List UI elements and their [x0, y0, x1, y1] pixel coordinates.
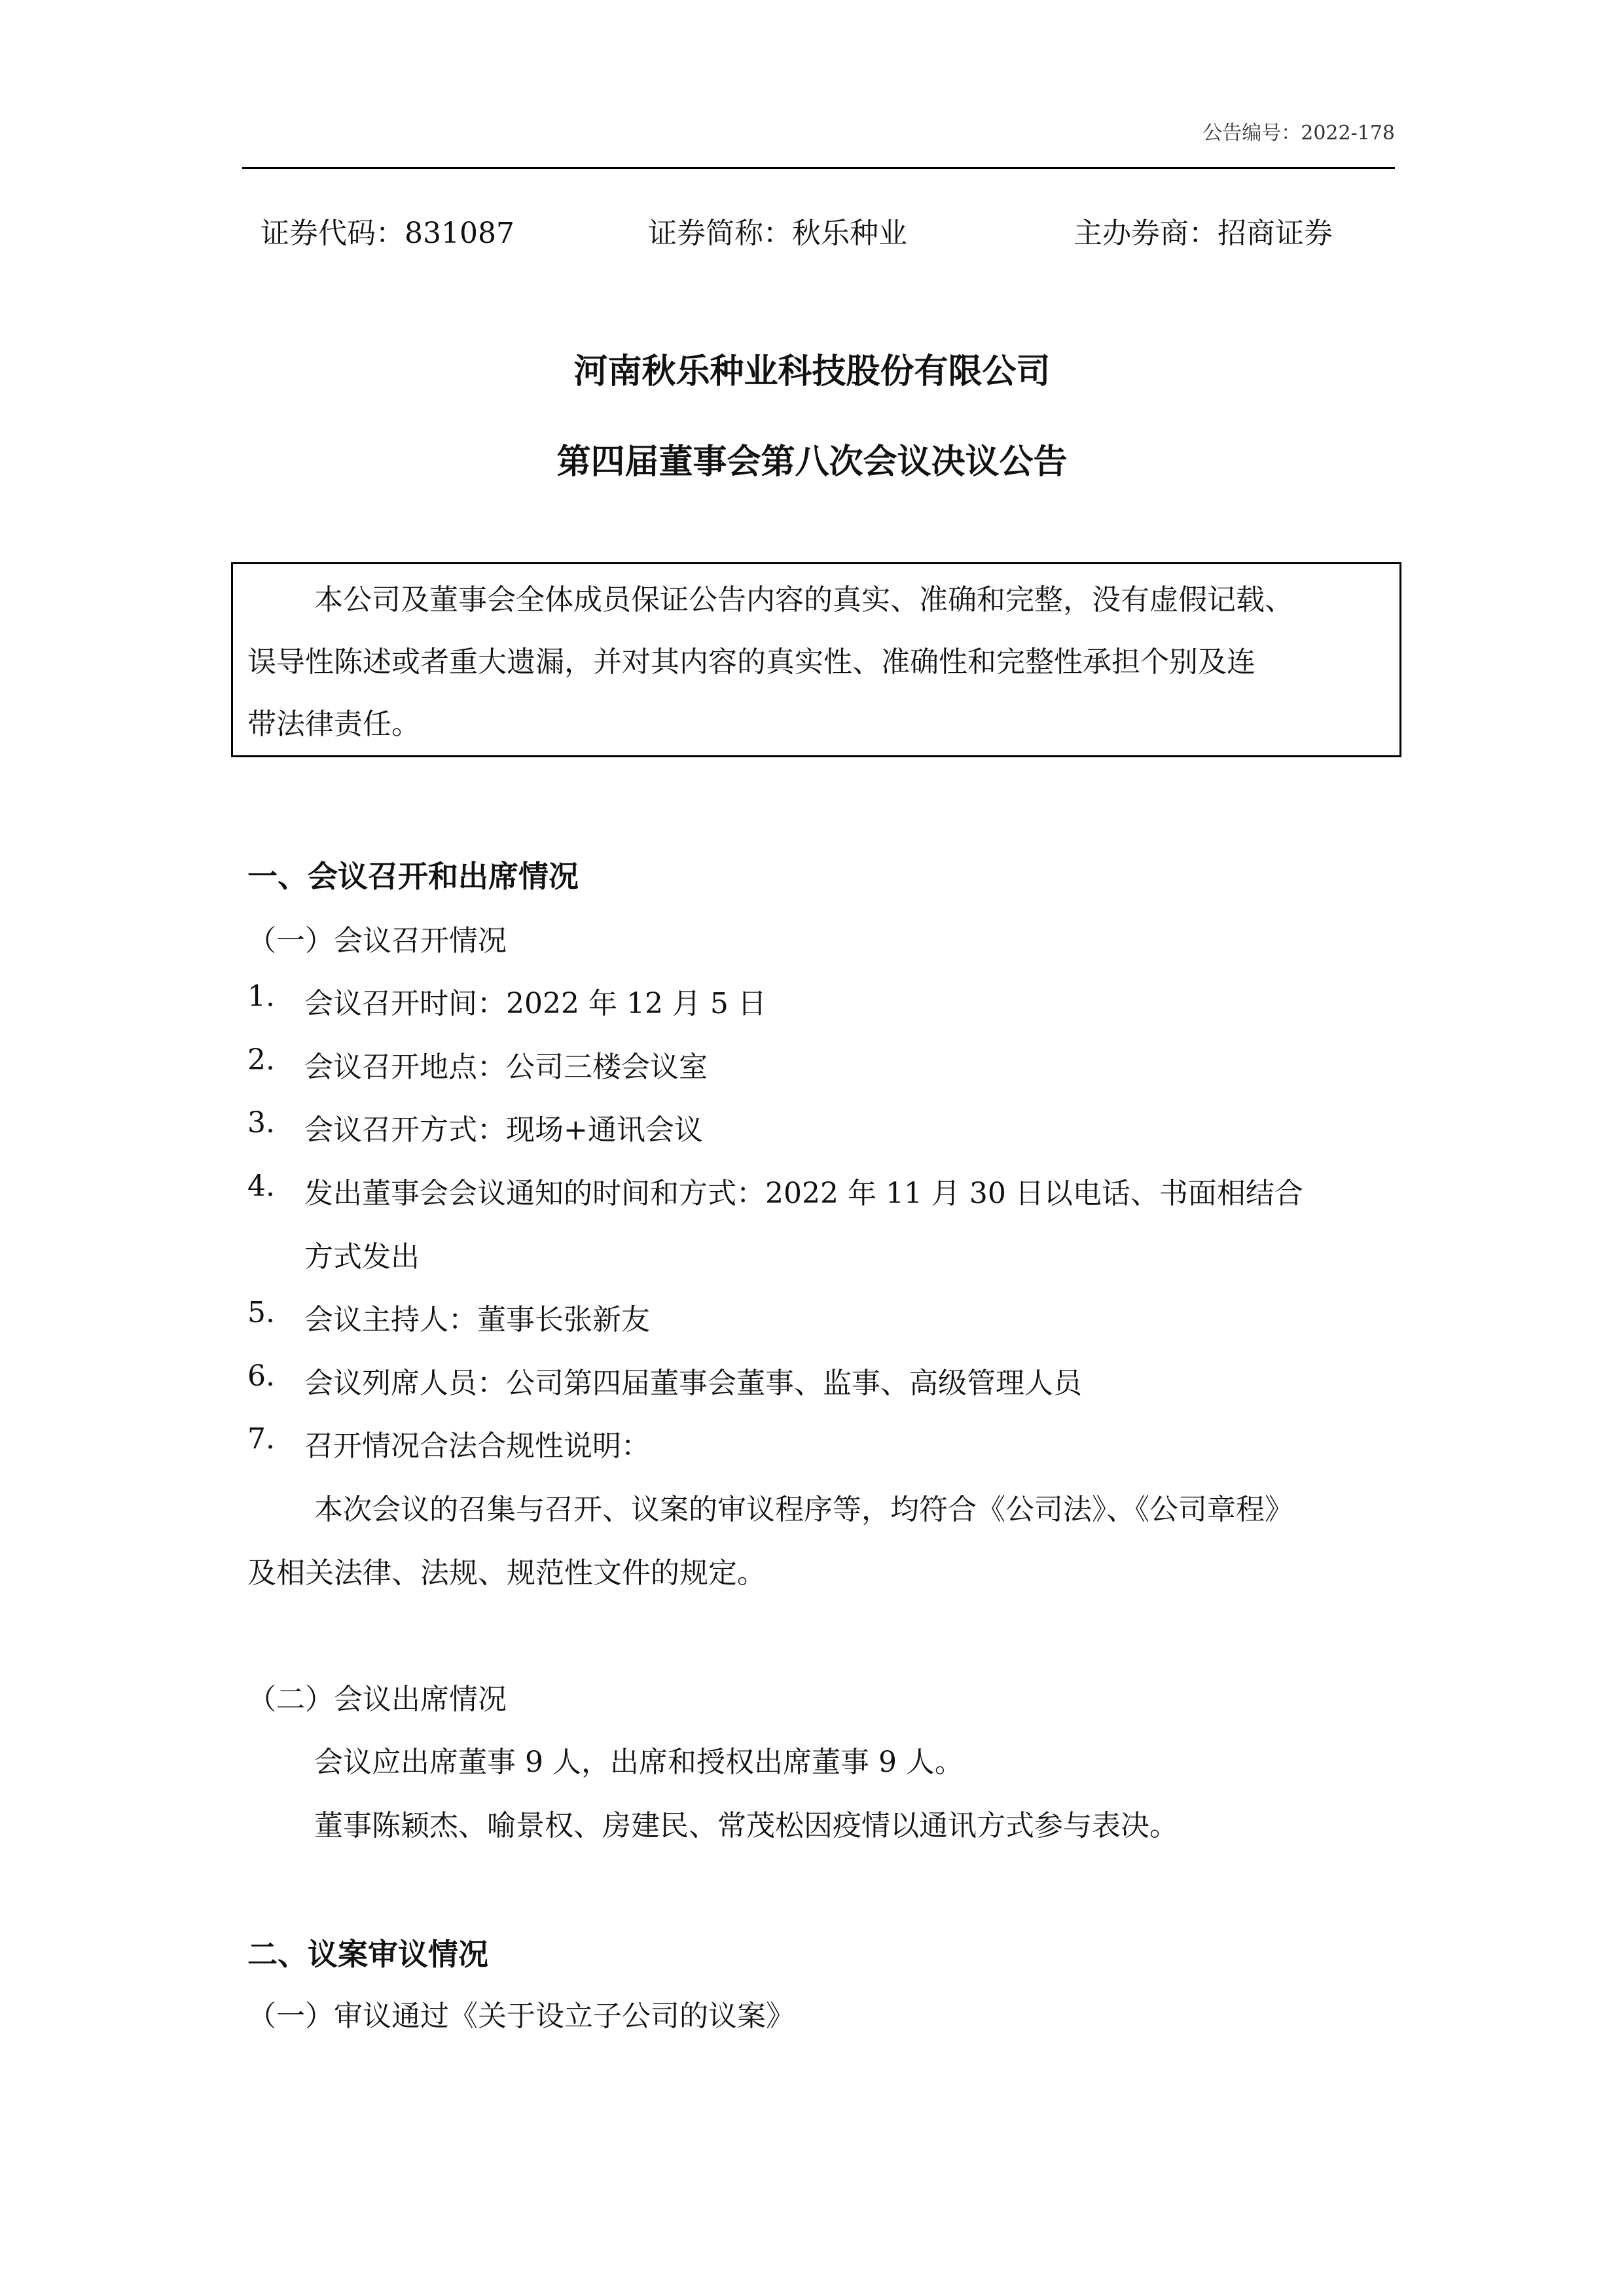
compliance-text: 及相关法律、法规、规范性文件的规定。: [247, 1556, 766, 1590]
list-number: 3.: [247, 1106, 275, 1139]
subsection-heading: （二）会议出席情况: [247, 1683, 507, 1716]
list-item-continuation: 方式发出: [304, 1240, 420, 1274]
company-title: 河南秋乐种业科技股份有限公司: [573, 352, 1051, 391]
list-item: 会议主持人：董事长张新友: [304, 1303, 650, 1336]
section-heading: 一、会议召开和出席情况: [247, 859, 579, 894]
list-item: 会议召开时间：2022 年 12 月 5 日: [304, 987, 767, 1020]
notice-line: 本公司及董事会全体成员保证公告内容的真实、准确和完整，没有虚假记载、: [314, 583, 1293, 617]
list-item: 会议召开地点：公司三楼会议室: [304, 1050, 708, 1084]
sponsor-broker: 主办券商：招商证券: [1074, 217, 1333, 250]
header-rule: [242, 167, 1395, 169]
list-number: 2.: [247, 1043, 275, 1077]
subsection-heading: （一）审议通过《关于设立子公司的议案》: [247, 2000, 795, 2033]
list-number: 7.: [247, 1422, 275, 1456]
attendance-text: 会议应出席董事 9 人，出席和授权出席董事 9 人。: [314, 1746, 964, 1779]
security-code: 证券代码：831087: [261, 217, 514, 250]
list-item: 发出董事会会议通知的时间和方式：2022 年 11 月 30 日以电话、书面相结合: [304, 1177, 1303, 1210]
notice-line: 误导性陈述或者重大遗漏，并对其内容的真实性、准确性和完整性承担个别及连: [247, 645, 1255, 679]
list-item: 召开情况合法合规性说明：: [304, 1429, 650, 1463]
subsection-heading: （一）会议召开情况: [247, 924, 507, 958]
list-number: 4.: [247, 1170, 275, 1203]
list-item: 会议列席人员：公司第四届董事会董事、监事、高级管理人员: [304, 1367, 1082, 1400]
list-number: 1.: [247, 980, 275, 1013]
list-item: 会议召开方式：现场+通讯会议: [304, 1113, 703, 1147]
list-number: 6.: [247, 1359, 275, 1393]
announcement-number: 公告编号：2022-178: [1202, 122, 1395, 145]
announcement-title: 第四届董事会第八次会议决议公告: [556, 442, 1068, 482]
compliance-text: 本次会议的召集与召开、议案的审议程序等，均符合《公司法》、《公司章程》: [314, 1493, 1293, 1526]
attendance-text: 董事陈颖杰、喻景权、房建民、常茂松因疫情以通讯方式参与表决。: [314, 1809, 1178, 1842]
section-heading: 二、议案审议情况: [247, 1937, 488, 1972]
notice-line: 带法律责任。: [247, 708, 420, 741]
list-number: 5.: [247, 1296, 275, 1329]
security-abbreviation: 证券简称：秋乐种业: [648, 217, 907, 250]
